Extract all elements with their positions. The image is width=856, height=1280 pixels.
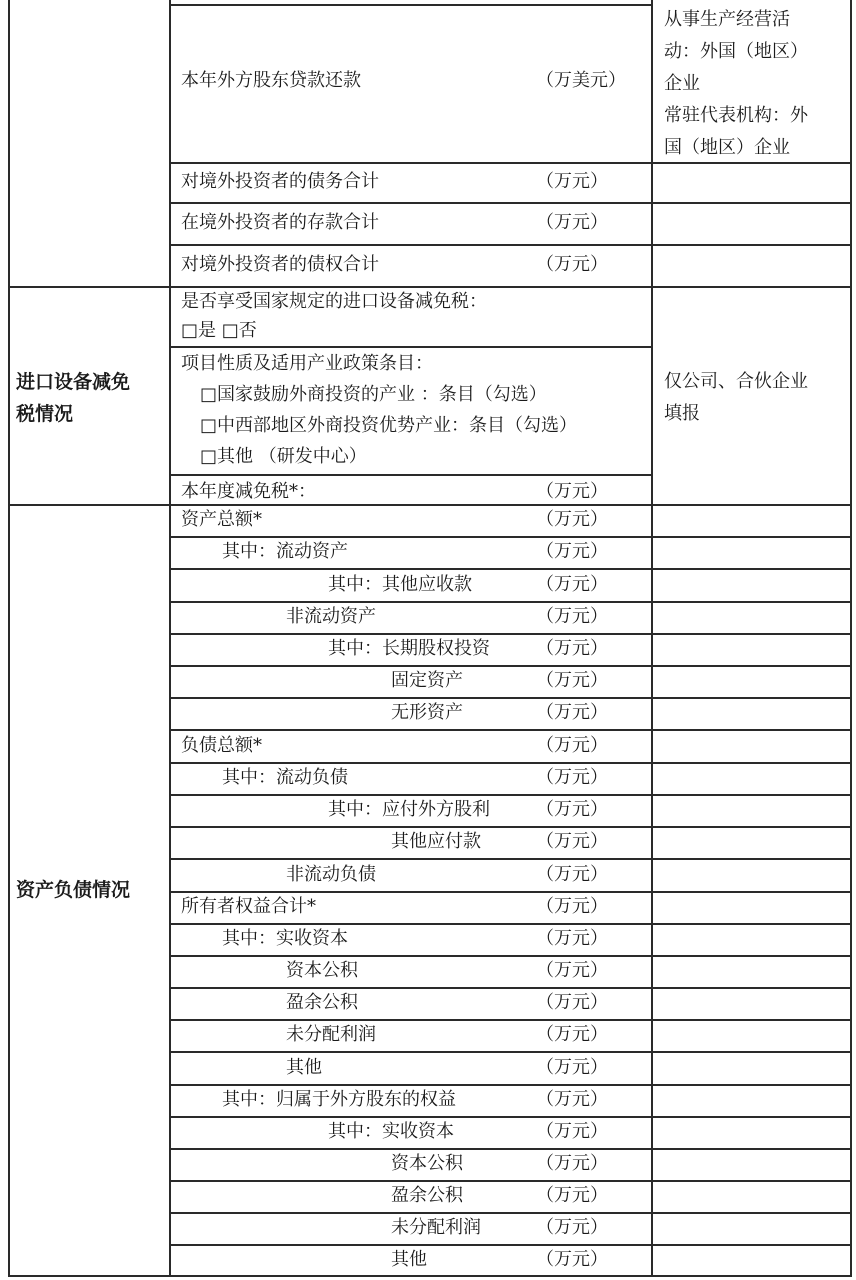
balance-row-label: 固定资产: [391, 670, 463, 691]
row-line: [169, 244, 852, 246]
row-line: [169, 346, 652, 348]
balance-row-label: 资产总额*: [181, 509, 262, 530]
row-line: [169, 1051, 852, 1053]
form-table: [8, 0, 852, 1276]
balance-row-unit: （万元）: [536, 864, 608, 885]
balance-row-unit: （万元）: [536, 1217, 608, 1238]
balance-row-unit: （万元）: [536, 992, 608, 1013]
nature-option: □中西部地区外商投资优势产业：条目（勾选）: [200, 415, 578, 436]
row-line: [169, 568, 852, 570]
row-line: [169, 697, 852, 699]
balance-row-unit: （万元）: [536, 509, 608, 530]
balance-row-unit: （万元）: [536, 1185, 608, 1206]
row-line: [169, 794, 852, 796]
row-label-claims-total: 对境外投资者的债权合计: [181, 254, 379, 275]
balance-row-unit: （万元）: [536, 541, 608, 562]
section-title-balance: 资产负债情况: [16, 879, 131, 901]
row-line: [169, 665, 852, 667]
import-note: 仅公司、合伙企业 填报: [664, 371, 808, 424]
row-unit-claims-total: （万元）: [536, 254, 608, 275]
reduction-label: 本年度减免税*：: [181, 481, 316, 502]
balance-row-label: 资本公积: [391, 1153, 463, 1174]
row-unit-loan-repayment: （万美元）: [536, 70, 626, 91]
balance-row-unit: （万元）: [536, 1024, 608, 1045]
balance-row-unit: （万元）: [536, 928, 608, 949]
row-line: [169, 955, 852, 957]
row-line: [169, 1148, 852, 1150]
balance-row-unit: （万元）: [536, 1089, 608, 1110]
balance-row-unit: （万元）: [536, 702, 608, 723]
left-border: [8, 0, 10, 1276]
balance-row-label: 未分配利润: [391, 1217, 481, 1238]
balance-row-unit: （万元）: [536, 574, 608, 595]
row-line: [169, 923, 852, 925]
section-title-import: 进口设备减免 税情况: [16, 371, 131, 425]
nature-option: □国家鼓励外商投资的产业 ：条目（勾选）: [200, 384, 547, 405]
row-line: [169, 1244, 852, 1246]
balance-row-label: 其中：流动负债: [222, 767, 348, 788]
row-line: [169, 762, 852, 764]
row-label-loan-repayment: 本年外方股东贷款还款: [181, 70, 361, 91]
balance-row-label: 资本公积: [286, 960, 358, 981]
balance-row-unit: （万元）: [536, 638, 608, 659]
row-line: [169, 536, 852, 538]
balance-row-label: 其中：长期股权投资: [328, 638, 490, 659]
balance-row-label: 非流动负债: [286, 864, 376, 885]
balance-row-label: 所有者权益合计*: [181, 896, 316, 917]
row-line: [169, 633, 852, 635]
balance-row-unit: （万元）: [536, 960, 608, 981]
section-line-import: [8, 286, 852, 288]
balance-row-label: 其他: [286, 1057, 322, 1078]
balance-row-label: 负债总额*: [181, 735, 262, 756]
balance-row-label: 其他应付款: [391, 831, 481, 852]
nature-option: □其他 （研发中心）: [200, 446, 367, 467]
nature-label: 项目性质及适用产业政策条目：: [181, 353, 433, 374]
balance-row-label: 其中：流动资产: [222, 541, 348, 562]
row-line: [169, 4, 652, 6]
balance-row-label: 无形资产: [391, 702, 463, 723]
row-line: [169, 601, 852, 603]
row-unit-deposit-total: （万元）: [536, 212, 608, 233]
balance-row-unit: （万元）: [536, 1249, 608, 1270]
balance-row-label: 其中：其他应收款: [328, 574, 472, 595]
balance-row-unit: （万元）: [536, 606, 608, 627]
row-line: [169, 858, 852, 860]
section-line-balance: [8, 504, 852, 506]
balance-row-unit: （万元）: [536, 1121, 608, 1142]
row-unit-debt-total: （万元）: [536, 171, 608, 192]
bottom-border: [8, 1275, 852, 1277]
row-line: [169, 1084, 852, 1086]
balance-row-unit: （万元）: [536, 670, 608, 691]
balance-row-label: 盈余公积: [391, 1185, 463, 1206]
row-label-deposit-total: 在境外投资者的存款合计: [181, 212, 379, 233]
balance-row-label: 其中：实收资本: [328, 1121, 454, 1142]
import-question: 是否享受国家规定的进口设备减免税：: [181, 291, 487, 312]
balance-row-unit: （万元）: [536, 831, 608, 852]
row-line: [169, 202, 852, 204]
balance-row-label: 其中：归属于外方股东的权益: [222, 1089, 456, 1110]
row-line: [169, 987, 852, 989]
reduction-unit: （万元）: [536, 481, 608, 502]
balance-row-label: 非流动资产: [286, 606, 376, 627]
balance-row-unit: （万元）: [536, 735, 608, 756]
row-line: [169, 729, 852, 731]
balance-row-unit: （万元）: [536, 799, 608, 820]
row-line: [169, 826, 852, 828]
import-options: □是 □否: [181, 320, 257, 341]
balance-row-unit: （万元）: [536, 1153, 608, 1174]
row-line: [169, 1212, 852, 1214]
row-line: [169, 1019, 852, 1021]
balance-row-unit: （万元）: [536, 896, 608, 917]
row-line: [169, 474, 652, 476]
balance-row-label: 未分配利润: [286, 1024, 376, 1045]
balance-row-label: 其他: [391, 1249, 427, 1270]
balance-row-label: 其中：实收资本: [222, 928, 348, 949]
row-line: [169, 891, 852, 893]
balance-row-unit: （万元）: [536, 767, 608, 788]
top-note: 从事生产经营活 动：外国（地区） 企业 常驻代表机构：外 国（地区）企业: [664, 9, 808, 158]
row-line: [169, 1180, 852, 1182]
row-line: [169, 1116, 852, 1118]
row-label-debt-total: 对境外投资者的债务合计: [181, 171, 379, 192]
balance-row-label: 其中：应付外方股利: [328, 799, 490, 820]
balance-row-unit: （万元）: [536, 1057, 608, 1078]
balance-row-label: 盈余公积: [286, 992, 358, 1013]
